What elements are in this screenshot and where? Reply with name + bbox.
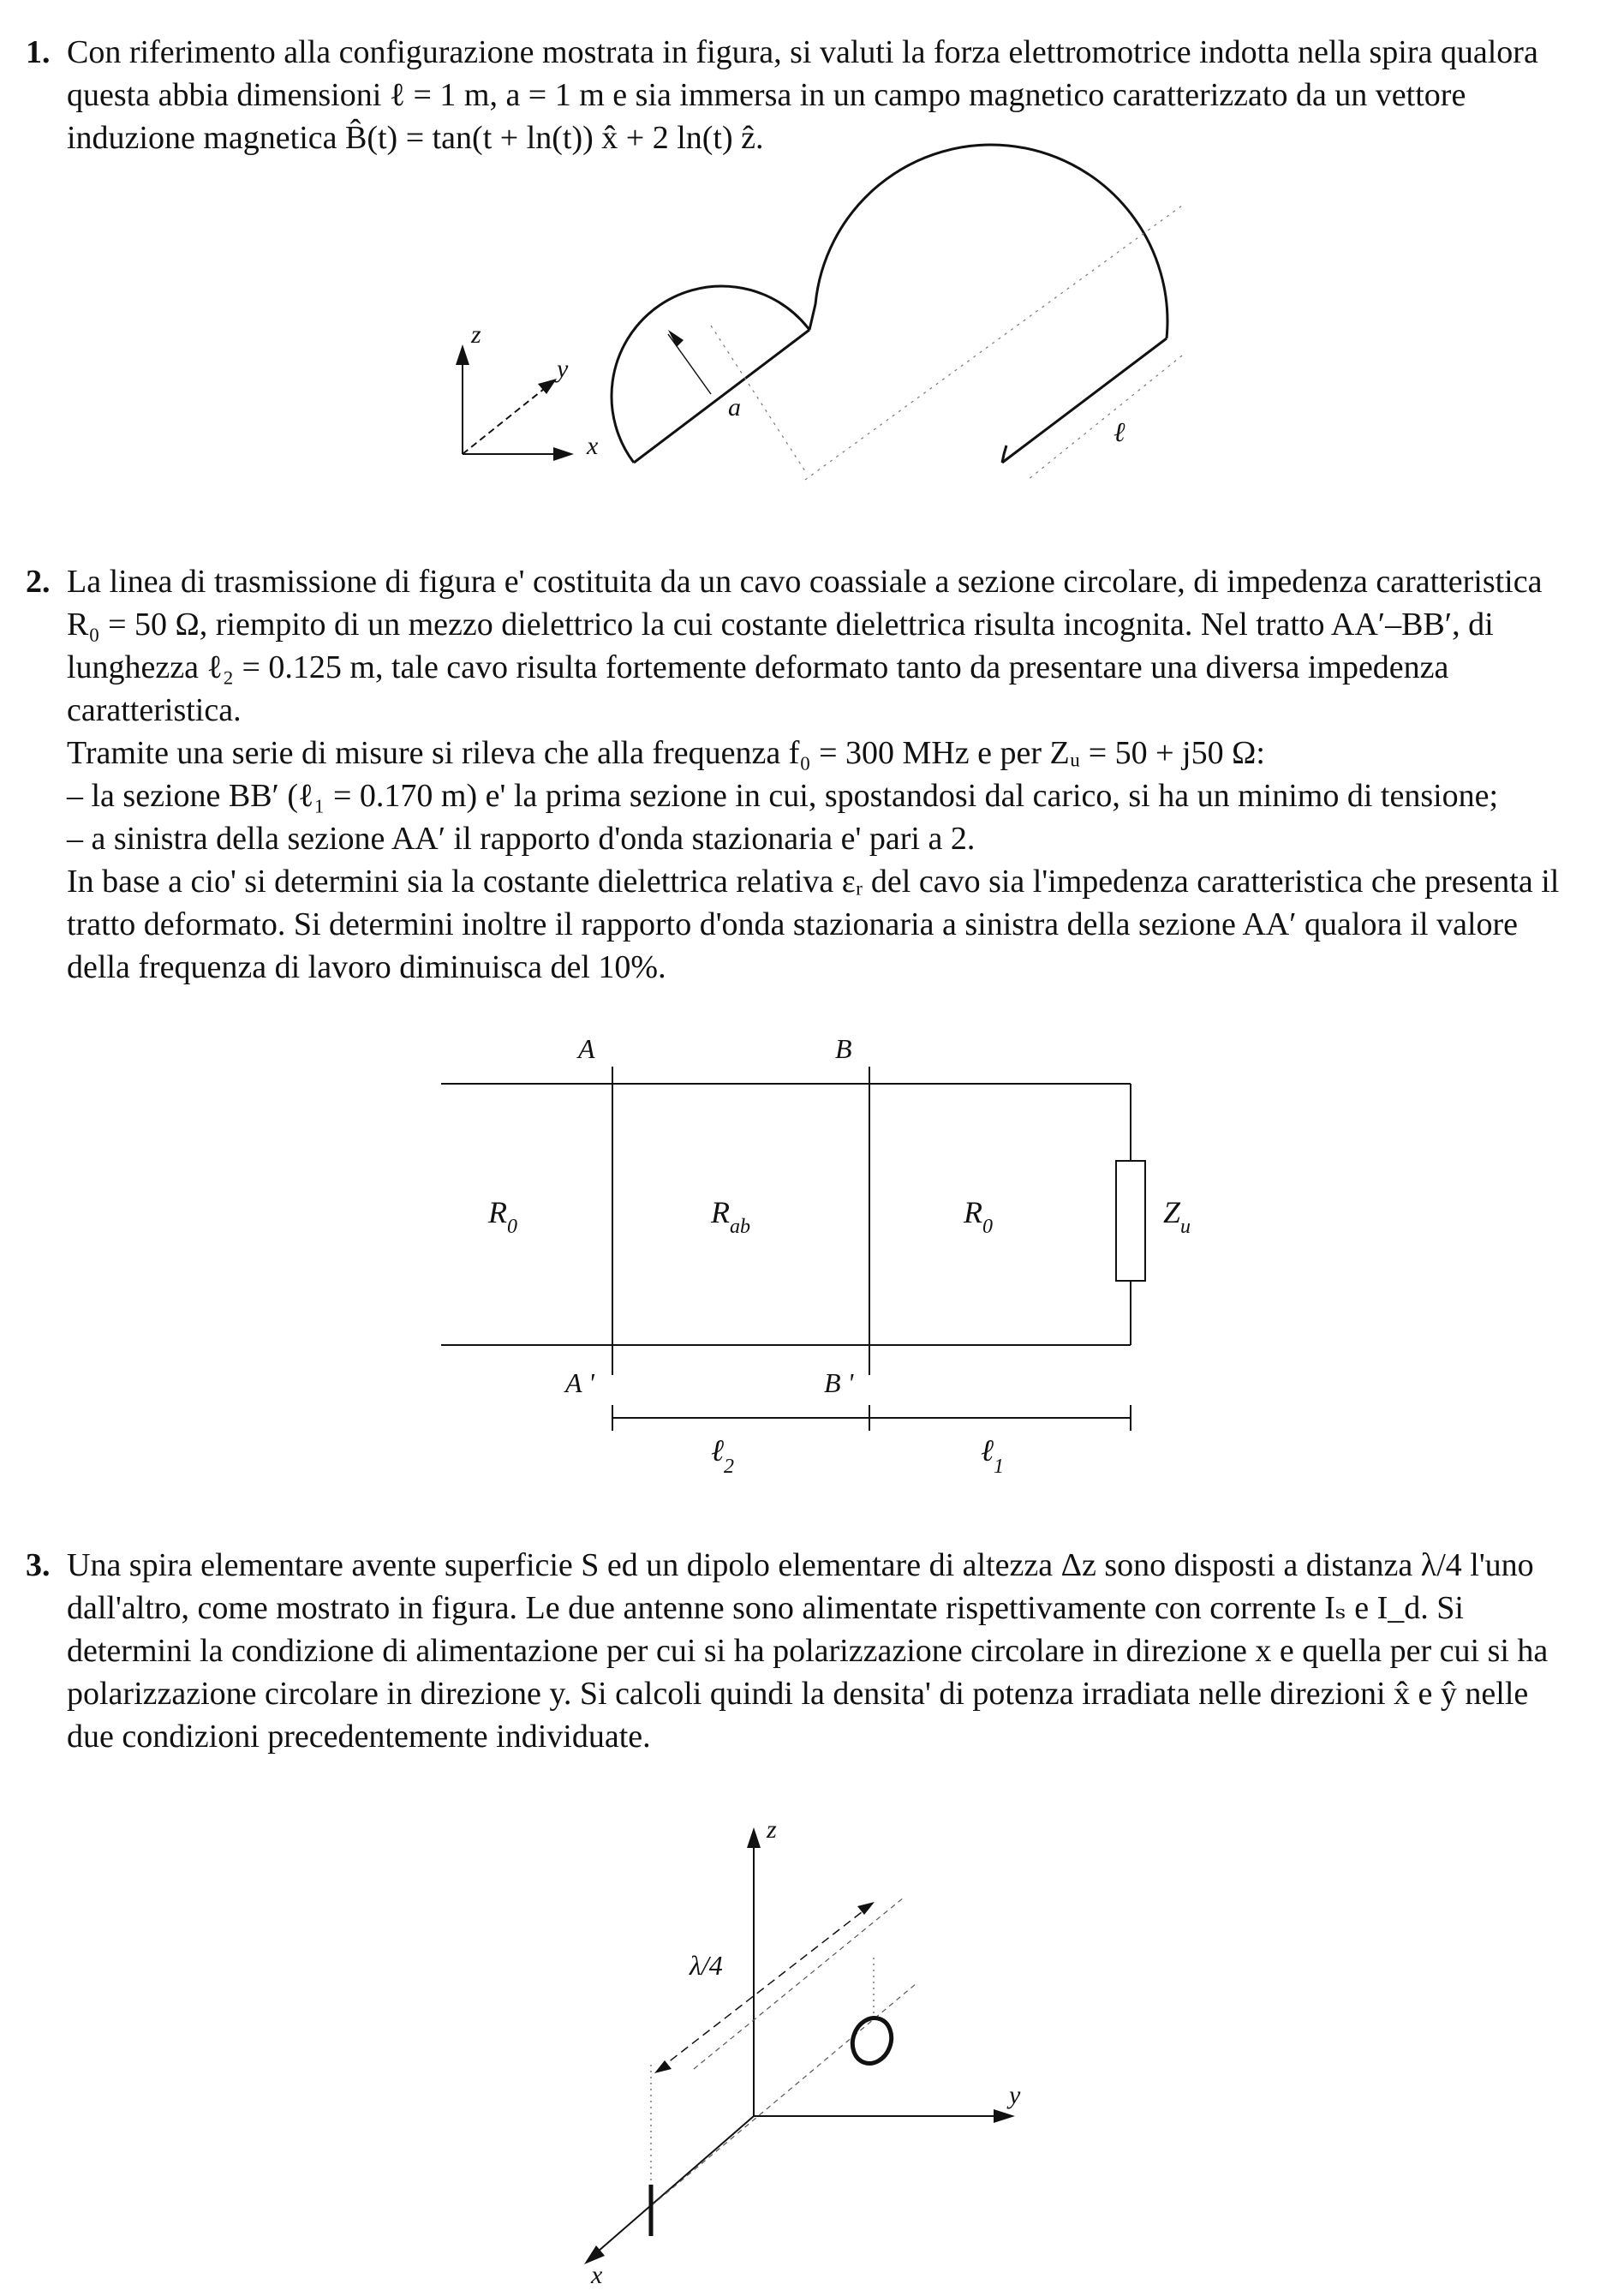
line-conductors [441,1067,1131,1375]
label-A: A [578,1033,595,1064]
lambda-dimension-arrow [660,1906,869,2069]
z-arrow-icon [456,344,469,365]
problem-2 [26,560,1580,989]
figure-2-transmission-line [428,1032,1251,1495]
r0-left-label: $R_0$ [488,1195,517,1238]
length-label: ℓ [1113,416,1125,447]
r0-right-label: $R_0$ [964,1195,993,1238]
axis-x-label: x [591,2261,603,2289]
label-B-prime: B ' [824,1367,854,1398]
problem-3 [26,1544,1580,1758]
axis-z-label: z [767,1815,777,1844]
axes-1 [463,351,565,454]
problem-2-paragraph-4: – a sinistra della sezione AA′ il rapporto d'onda stazionaria e' pari a 2. [67,821,976,857]
radius-line [668,334,711,394]
problem-2-paragraph-3: – la sezione BB′ (ℓ₁ = 0.170 m) e' la prima sezione in cui, spostandosi dal carico, si ha un minimo di tensione; [67,778,1499,814]
axis-y-label: y [557,355,569,383]
elementary-loop [846,2012,898,2069]
problem-text [67,560,1580,989]
l1-label: ℓ$_1$ [981,1433,1004,1478]
label-A-prime: A ' [565,1367,594,1398]
problem-2-paragraph-2: Tramite una serie di misure si rileva che alla frequenza f₀ = 300 MHz e per Zᵤ = 50 + j50 Ω: [67,735,1265,771]
radius-label: a [728,393,741,422]
axis-y-label: y [1009,2081,1021,2109]
loop-shape [612,145,1167,463]
l2-label: ℓ$_2$ [711,1433,734,1478]
z-arrow-icon [747,1827,761,1848]
figure-1-half-cylinder-loop [428,154,1251,514]
problem-text [67,1544,1580,1758]
dimension-lines [612,1405,1131,1431]
axis-x-label: x [587,432,599,460]
problem-2-paragraph-1: La linea di trasmissione di figura e' costituita da un cavo coassiale a sezione circolare, di impedenza caratteristica R₀ = 50 Ω, riempito di un mezzo dielettrico la cui costante dielettrica risulta incognita. Nel tratto AA′–BB′, di lunghezza ℓ₂ = 0.125 m, tale cavo risulta fortemente deformato tanto da presentare una diversa impedenza caratteristica. [67,564,1543,728]
rab-label: $R_{ab}$ [711,1195,750,1238]
load-impedance [1116,1161,1145,1281]
y-arrow-icon [538,379,557,394]
figure-3-loop-and-dipole [565,1812,1045,2292]
problem-2-paragraph-5: In base a cio' si determini sia la costante dielettrica relativa εᵣ del cavo sia l'impedenza caratteristica che presenta il tratto deformato. Si determini inoltre il rapporto d'onda stazionaria a sinistra della sezione AA′ qualora il valore della frequenza di lavoro diminuisca del 10%. [67,864,1560,985]
problem-number: 1. [26,34,51,70]
lambda-quarter-label: λ/4 [690,1950,723,1981]
axis-z-label: z [471,320,481,349]
problem-number: 2. [26,564,51,600]
label-B: B [835,1033,852,1064]
y-arrow-icon [994,2109,1015,2123]
geometry-dashed-lines [651,1898,916,2206]
problem-text [67,31,1580,159]
x-arrow-icon [553,447,574,461]
lambda-arrow-start-icon [654,2060,672,2073]
loop-construction-lines [711,206,1182,480]
zu-label: $Z_u$ [1163,1195,1191,1238]
problem-number: 3. [26,1547,51,1583]
problem-1 [26,31,1580,159]
problem-1-text: Con riferimento alla configurazione mostrata in figura, si valuti la forza elettromotrice indotta nella spira qualora questa abbia dimensioni ℓ = 1 m, a = 1 m e sia immersa in un campo magnetico caratterizzato da un vettore induzione magnetica B̂(t) = tan(t + ln(t)) x̂ + 2 ln(t) ẑ. [67,34,1538,156]
problem-3-text: Una spira elementare avente superficie S ed un dipolo elementare di altezza Δz sono disposti a distanza λ/4 l'uno dall'altro, come mostrato in figura. Le due antenne sono alimentate rispettivamente con corrente Iₛ e I_d. Si determini la condizione di alimentazione per cui si ha polarizzazione circolare in direzione x e quella per cui si ha polarizzazione circolare in direzione y. Si calcoli quindi la densita' di potenza irradiata nelle direzioni x̂ e ŷ nelle due condizioni precedentemente individuate. [67,1547,1549,1755]
geometry-dotted-lines [651,1958,874,2180]
